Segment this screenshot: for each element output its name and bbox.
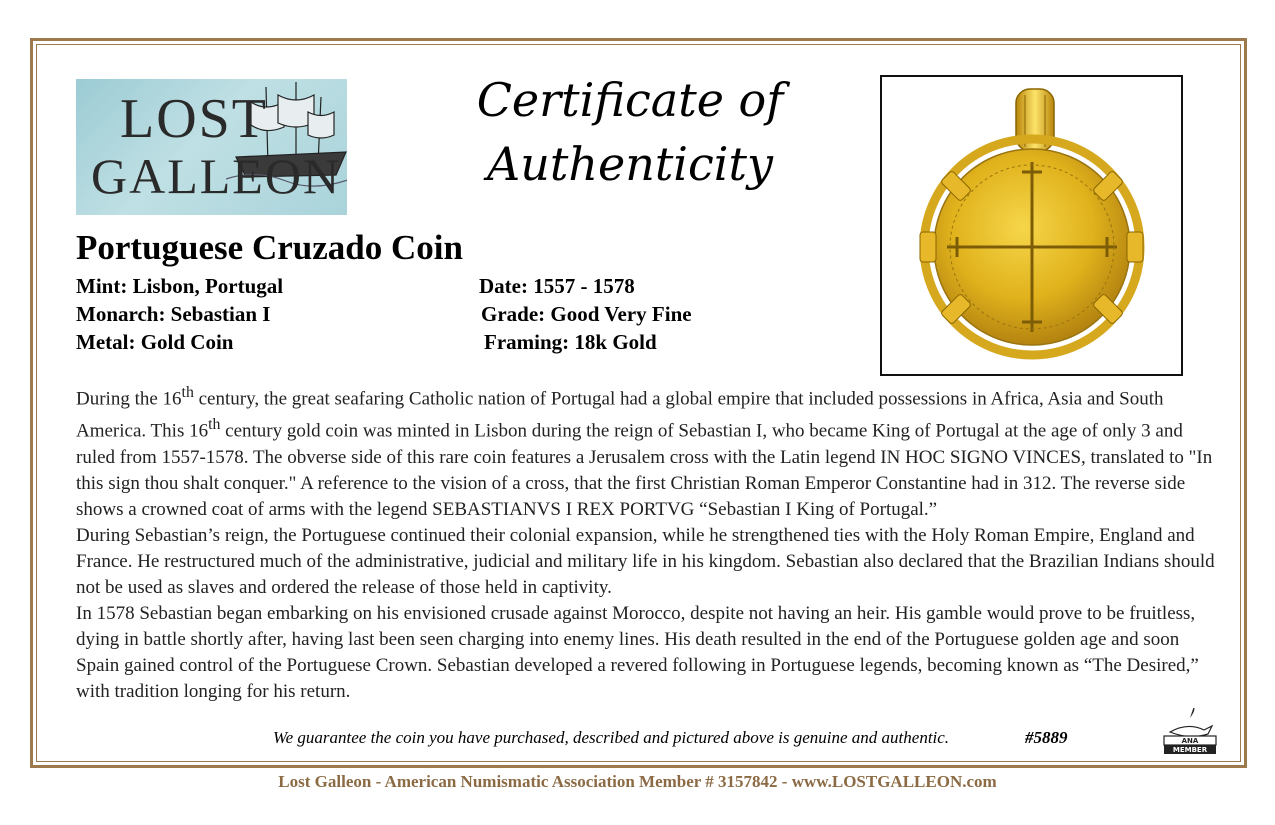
description-paragraph-1 — [76, 380, 1226, 523]
footer-member-line: Lost Galleon - American Numismatic Association Member # 3157842 - www.LOSTGALLEON.com — [278, 772, 997, 791]
logo-word-galleon: GALLEON — [91, 148, 342, 204]
spec-monarch: Monarch: Sebastian I — [76, 302, 271, 326]
description-text: During the 16 — [76, 388, 182, 410]
coin-photo — [880, 75, 1183, 376]
title-line-2: Authenticity — [487, 137, 773, 191]
coin-name-heading: Portuguese Cruzado Coin — [76, 228, 463, 267]
ordinal-suffix: th — [208, 416, 221, 434]
ana-text: ANA — [1181, 737, 1199, 745]
description-text: century gold coin was minted in Lisbon during the reign of Sebastian I, who became King of Portugal at the age of only 3 and ruled from 1557-1578. The obverse side of this rare coin features a Jerusalem cross with the Latin legend IN HOC SIGNO VINCES, translated to "In this sign thou shalt conquer." A reference to the vision of a cross, that the first Christian Roman Emperor Constantine had in 312. The reverse side shows a crowned coat of arms with the legend SEBASTIANVS I REX PORTVG “Sebastian I King of Portugal.” — [76, 420, 1213, 520]
ana-member-badge — [1150, 708, 1222, 756]
lost-galleon-logo — [76, 79, 347, 215]
title-line-1: Certificate of — [476, 73, 784, 127]
description-paragraph-3: In 1578 Sebastian began embarking on his envisioned crusade against Morocco, despite not having an heir. His gamble would prove to be fruitless, dying in battle shortly after, having last been seen charging into enemy lines. His death resulted in the end of the Portuguese golden age and soon Spain gained control of the Portuguese Crown. Sebastian developed a revered following in Portuguese legends, becoming known as “The Desired,” with tradition longing for his return. — [76, 602, 1199, 702]
spec-framing: Framing: 18k Gold — [484, 330, 657, 354]
member-text: MEMBER — [1172, 746, 1208, 754]
ordinal-suffix: th — [181, 384, 194, 401]
coin-description — [76, 380, 1226, 705]
spec-date: Date: 1557 - 1578 — [479, 274, 635, 298]
certificate-title — [440, 68, 820, 196]
description-text: century, the great seafaring Catholic nation of Portugal had a global empire that included possessions in Africa, Asia and South America. This 16 — [76, 388, 1164, 442]
certificate-number: #5889 — [1025, 728, 1068, 747]
spec-grade: Grade: Good Very Fine — [481, 302, 692, 326]
spec-metal: Metal: Gold Coin — [76, 330, 234, 354]
authenticity-guarantee: We guarantee the coin you have purchased, described and pictured above is genuine and authentic. — [273, 728, 950, 747]
logo-word-lost: LOST — [120, 88, 268, 150]
ana-lamp-badge-icon — [1150, 708, 1222, 756]
gold-coin-pendant-image — [882, 77, 1181, 374]
description-paragraph-2: During Sebastian’s reign, the Portuguese continued their colonial expansion, while he strengthened ties with the Holy Roman Empire, England and France. He restructured much of the administrative, judicial and military life in his kingdom. Sebastian also declared that the Brazilian Indians should not be used as slaves and ordered the release of those held in captivity. — [76, 524, 1215, 598]
spec-mint: Mint: Lisbon, Portugal — [76, 274, 284, 298]
